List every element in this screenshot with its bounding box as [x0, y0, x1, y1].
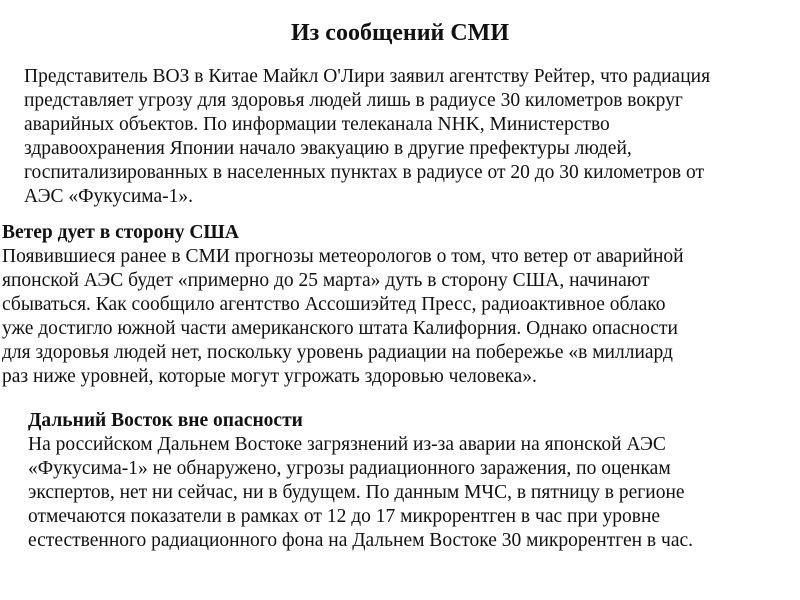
paragraph-line: «Фукусима-1» не обнаружено, угрозы радиационного заражения, по оценкам [28, 458, 671, 479]
section-who-statement [24, 65, 710, 209]
paragraph-line: японской АЭС будет «примерно до 25 марта» дуть в сторону США, начинают [2, 270, 650, 291]
paragraph-line: здравоохранения Японии начало эвакуацию в другие префектуры людей, [24, 138, 632, 159]
paragraph-line: На российском Дальнем Востоке загрязнений из-за аварии на японской АЭС [28, 434, 666, 455]
paragraph-line: для здоровья людей нет, поскольку уровень радиации на побережье «в миллиард [2, 342, 673, 363]
paragraph-line: экспертов, нет ни сейчас, ни в будущем. По данным МЧС, в пятницу в регионе [28, 482, 685, 503]
section-wind-usa [2, 221, 684, 389]
paragraph-line: отмечаются показатели в рамках от 12 до 17 микрорентген в час при уровне [28, 506, 661, 527]
paragraph-line: сбываться. Как сообщило агентство Ассошиэйтед Пресс, радиоактивное облако [2, 294, 666, 315]
section-heading: Дальний Восток вне опасности [28, 410, 303, 431]
paragraph-line: раз ниже уровней, которые могут угрожать здоровью человека». [2, 366, 537, 387]
section-far-east [28, 409, 693, 553]
paragraph-line: Появившиеся ранее в СМИ прогнозы метеорологов о том, что ветер от аварийной [2, 246, 684, 267]
paragraph-line: естественного радиационного фона на Дальнем Востоке 30 микрорентген в час. [28, 530, 694, 551]
paragraph-line: аварийных объектов. По информации телеканала NHK, Министерство [24, 114, 610, 135]
paragraph-line: уже достигло южной части американского штата Калифорния. Однако опасности [2, 318, 678, 339]
page-title: Из сообщений СМИ [290, 20, 509, 46]
paragraph-line: АЭС «Фукусима-1». [24, 186, 194, 207]
section-heading: Ветер дует в сторону США [2, 222, 239, 243]
paragraph-line: госпитализированных в населенных пунктах в радиусе от 20 до 30 километров от [24, 162, 705, 183]
paragraph-line: представляет угрозу для здоровья людей лишь в радиусе 30 километров вокруг [24, 90, 683, 111]
paragraph-line: Представитель ВОЗ в Китае Майкл О'Лири заявил агентству Рейтер, что радиация [24, 66, 711, 87]
